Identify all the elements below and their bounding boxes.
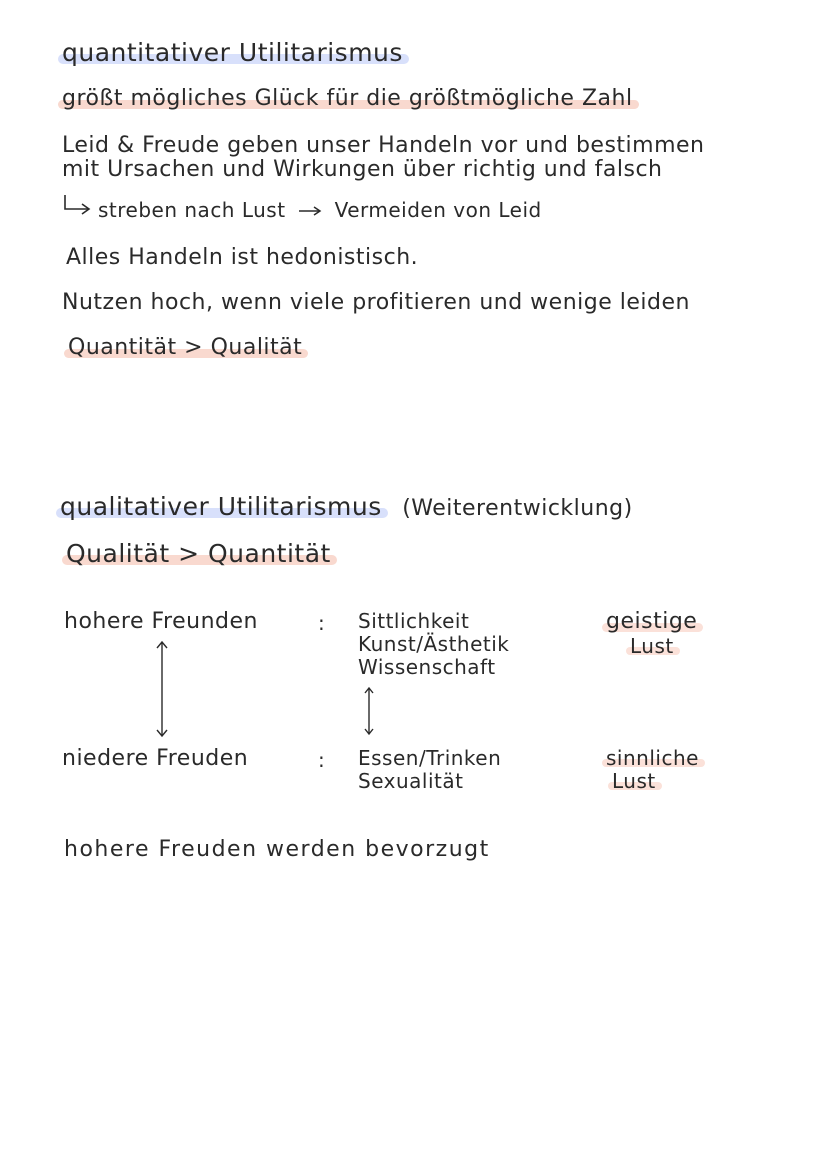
vertical-double-arrow-icon: [154, 640, 170, 740]
pain-pleasure-line-2: mit Ursachen und Wirkungen über richtig und falsch: [62, 157, 663, 182]
sensual-pleasure-text-2: Lust: [612, 769, 656, 793]
utility-line: Nutzen hoch, wenn viele profitieren und wenige leiden: [62, 290, 690, 315]
intellectual-pleasure-text-2: Lust: [630, 634, 674, 658]
higher-item-art: Kunst/Ästhetik: [358, 632, 510, 656]
strive-prefix: streben nach Lust: [98, 198, 286, 222]
higher-item-morality: Sittlichkeit: [358, 609, 470, 633]
quantitative-title-text: quantitativer Utilitarismus: [62, 38, 403, 67]
higher-pleasures-colon: :: [318, 611, 326, 635]
quality-over-quantity-text: Qualität > Quantität: [66, 539, 331, 568]
higher-pleasures-label: hohere Freunden: [64, 609, 258, 634]
higher-item-science: Wissenschaft: [358, 655, 496, 679]
lower-pleasures-colon: :: [318, 748, 326, 772]
intellectual-pleasure-2: [630, 636, 674, 656]
strive-line: [62, 200, 542, 222]
sensual-pleasure-1: [606, 748, 699, 768]
hedonism-line: Alles Handeln ist hedonistisch.: [66, 245, 419, 270]
lower-item-food: Essen/Trinken: [358, 746, 502, 770]
quality-over-quantity: [66, 541, 331, 566]
pain-pleasure-line-1: Leid & Freude geben unser Handeln vor und bestimmen: [62, 133, 705, 158]
quantity-over-quality: [68, 337, 302, 359]
principle-line: [62, 88, 633, 110]
lower-item-sexuality: Sexualität: [358, 769, 464, 793]
qualitative-title: [60, 494, 633, 520]
quantity-over-quality-text: Quantität > Qualität: [68, 335, 303, 360]
intellectual-pleasure-1: [606, 611, 697, 633]
return-arrow-icon: [62, 194, 94, 216]
intellectual-pleasure-text-1: geistige: [606, 609, 698, 634]
principle-text: größt mögliches Glück für die größtmögliche Zahl: [62, 86, 633, 111]
higher-pleasures-preferred: hohere Freuden werden bevorzugt: [64, 837, 490, 862]
lower-pleasures-label: niedere Freuden: [62, 746, 249, 771]
right-arrow-icon: [297, 205, 323, 217]
qualitative-title-note: (Weiterentwicklung): [402, 496, 633, 521]
quantitative-title: [62, 40, 403, 65]
sensual-pleasure-text-1: sinnliche: [606, 746, 699, 770]
strive-suffix: Vermeiden von Leid: [334, 198, 542, 222]
sensual-pleasure-2: [612, 771, 656, 791]
qualitative-title-text: qualitativer Utilitarismus: [60, 492, 382, 521]
vertical-double-arrow-icon: [362, 686, 376, 738]
